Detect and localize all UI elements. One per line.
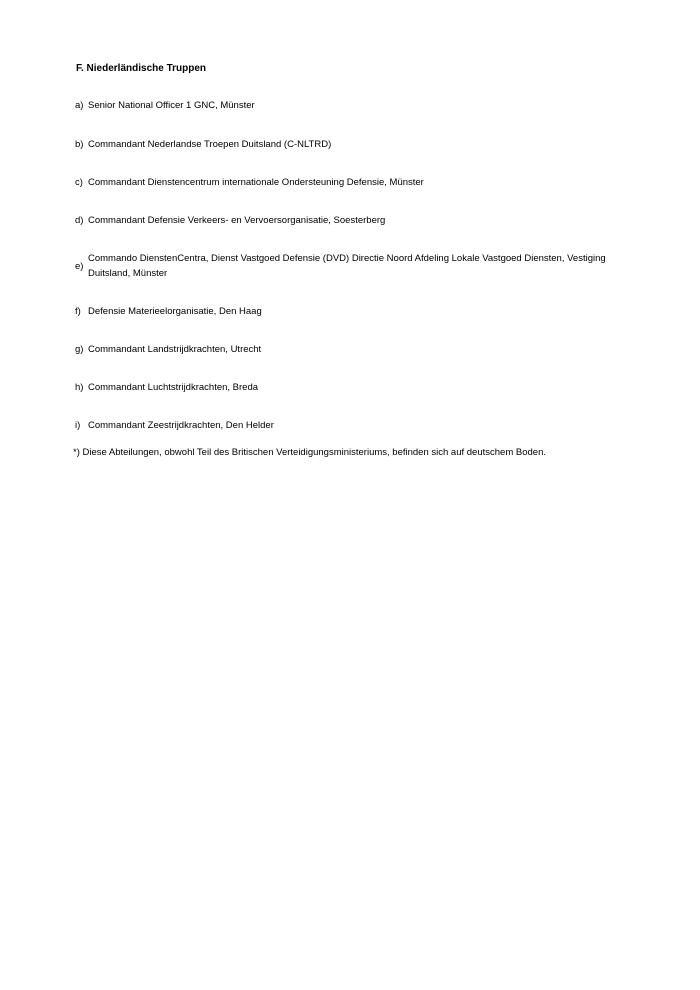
- list-item-a: [75, 98, 615, 113]
- list-item-f: [75, 304, 615, 319]
- list-marker: b): [75, 139, 84, 150]
- list-item-text: Commandant Zeestrijdkrachten, Den Helder: [88, 420, 274, 431]
- list-item-text: Commandant Luchtstrijdkrachten, Breda: [88, 382, 259, 393]
- list-item-text: Commandant Dienstencentrum internationale Ondersteuning Defensie, Münster: [88, 177, 424, 188]
- list-item-text: Commando DienstenCentra, Dienst Vastgoed Defensie (DVD) Directie Noord Afdeling Lokale Vastgoed Diensten, Vestiging Duitsland, Münster: [88, 253, 606, 279]
- list-marker: c): [75, 177, 83, 188]
- list-item-h: [75, 380, 615, 395]
- list-marker: g): [75, 344, 84, 355]
- list-marker: h): [75, 382, 84, 393]
- list-item-c: [75, 175, 615, 190]
- list-item-i: [75, 418, 615, 433]
- list-item-e: [75, 251, 615, 281]
- list-marker: d): [75, 215, 84, 226]
- list-marker: a): [75, 100, 84, 111]
- section-heading: F. Niederländische Truppen: [76, 63, 207, 74]
- list-marker: i): [75, 420, 81, 431]
- list-item-text: Commandant Defensie Verkeers- en Vervoersorganisatie, Soesterberg: [88, 215, 386, 226]
- list-marker: e): [75, 260, 84, 272]
- list-marker: f): [75, 306, 81, 317]
- list-item-g: [75, 342, 615, 357]
- list-item-text: Commandant Nederlandse Troepen Duitsland (C-NLTRD): [88, 139, 332, 150]
- list-item-text: Senior National Officer 1 GNC, Münster: [88, 100, 255, 111]
- list-item-d: [75, 213, 615, 228]
- list-item-b: [75, 137, 615, 152]
- footnote: *) Diese Abteilungen, obwohl Teil des Britischen Verteidigungsministeriums, befinden sich auf deutschem Boden.: [73, 447, 546, 458]
- list-item-text: Defensie Materieelorganisatie, Den Haag: [88, 306, 262, 317]
- list-item-text: Commandant Landstrijdkrachten, Utrecht: [88, 344, 262, 355]
